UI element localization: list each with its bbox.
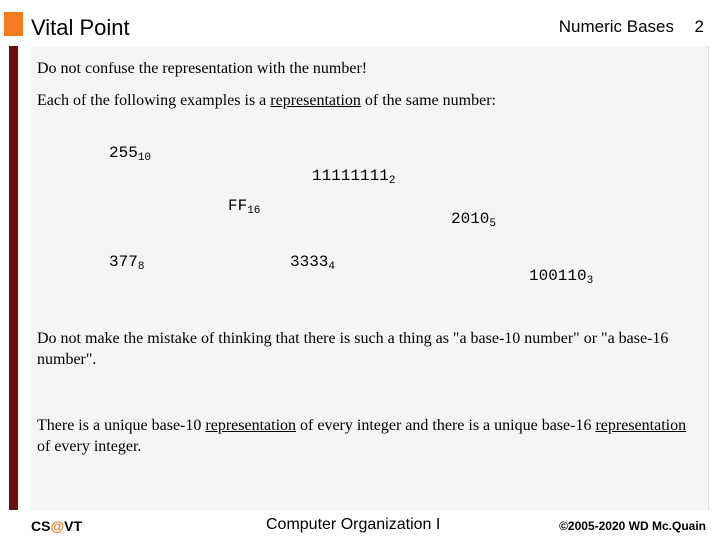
example-base: 2 [388, 175, 396, 187]
footer-title: Computer Organization I [266, 516, 441, 533]
slide-number: 2 [694, 17, 704, 36]
example-base: 8 [137, 261, 145, 273]
footer-course-at: @ [50, 518, 65, 534]
example-base-10 [109, 144, 151, 164]
accent-square [4, 12, 23, 36]
footer-copyright: ©2005-2020 WD Mc.Quain [559, 519, 706, 533]
example-digits: 11111111 [312, 167, 389, 185]
underlined-representation: representation [595, 417, 687, 434]
text-segment: Each of the following examples is a [37, 92, 271, 109]
text-segment: of the same number: [360, 92, 496, 109]
example-digits: 255 [109, 144, 138, 162]
statement-unique [37, 415, 697, 457]
left-accent-bar [9, 46, 18, 510]
text-segment: of every integer. [37, 438, 142, 455]
example-digits: 377 [109, 253, 138, 271]
statement-examples [37, 92, 496, 110]
footer-course-cs: CS [31, 518, 51, 534]
example-base-16 [228, 197, 260, 217]
example-base-5 [451, 210, 496, 230]
example-base-2 [312, 167, 395, 187]
example-digits: 2010 [451, 210, 490, 228]
text-segment: of every integer and there is a unique base-16 [296, 417, 596, 434]
example-base: 10 [137, 152, 152, 164]
text-segment: There is a unique base-10 [37, 417, 206, 434]
example-base-3 [529, 267, 593, 287]
underlined-representation: representation [270, 92, 361, 109]
example-base: 16 [247, 205, 261, 217]
example-base-4 [290, 253, 335, 273]
example-digits: 100110 [529, 267, 587, 285]
slide-topic: Numeric Bases [558, 17, 674, 36]
content-area [31, 46, 709, 510]
example-base: 5 [489, 218, 497, 230]
example-base: 3 [586, 275, 594, 287]
underlined-representation: representation [205, 417, 297, 434]
example-base: 4 [328, 261, 336, 273]
footer-course [31, 518, 82, 534]
example-base-8 [109, 253, 144, 273]
footer-course-vt: VT [64, 518, 82, 534]
example-digits: FF [228, 197, 248, 215]
statement-mistake: Do not make the mistake of thinking that there is such a thing as "a base-10 number" or "a base-16 number". [37, 330, 669, 368]
example-digits: 3333 [290, 253, 329, 271]
statement-confuse: Do not confuse the representation with the number! [37, 60, 368, 77]
slide-title: Vital Point [31, 15, 130, 40]
